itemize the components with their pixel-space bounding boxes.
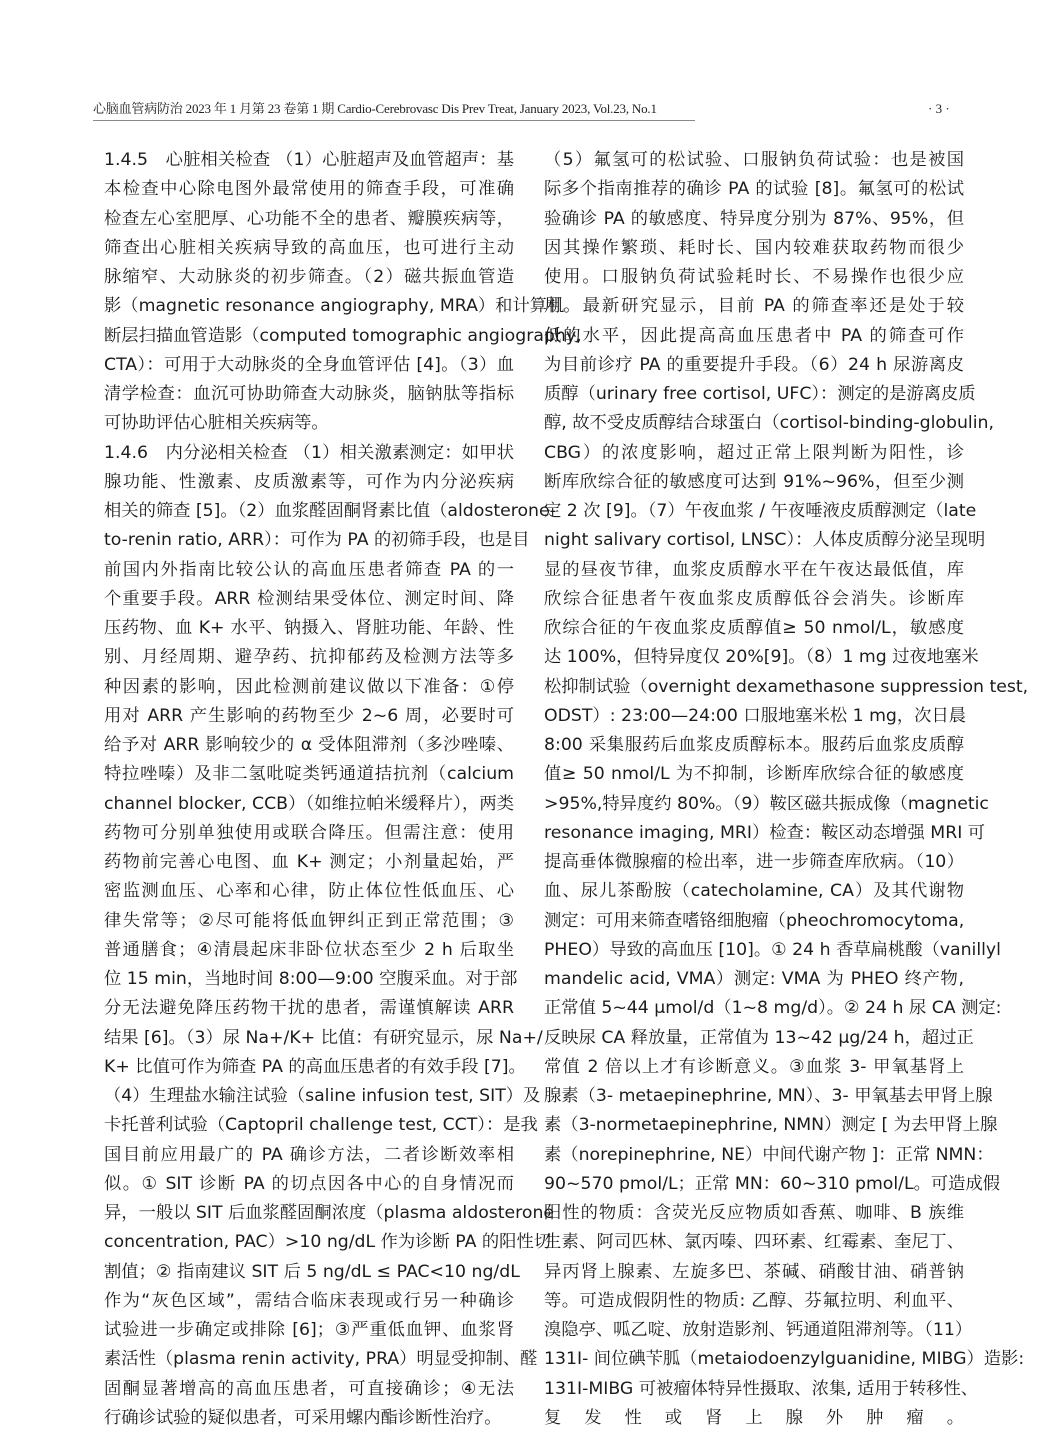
text-line: 似。① SIT 诊断 PA 的切点因各中心的自身情况而 xyxy=(104,1173,514,1194)
text-line: 定 2 次 [9]。（7）午夜血浆 / 午夜唾液皮质醇测定（late xyxy=(544,501,977,521)
text-line: 正常值 5~44 μmol/d（1~8 mg/d）。② 24 h 尿 CA 测定: xyxy=(544,998,1002,1019)
text-line: 腺素（3- metaepinephrine, MN）、3- 甲氧基去甲肾上腺 xyxy=(544,1086,993,1106)
text-line: 值≥ 50 nmol/L 为不抑制，诊断库欣综合征的敏感度 xyxy=(544,764,964,785)
text-line: 断层扫描血管造影（computed tomographic angiography, xyxy=(104,325,582,346)
text-line: 显的昼夜节律，血浆皮质醇水平在午夜达最低值，库 xyxy=(544,559,964,580)
text-line: CTA）：可用于大动脉炎的全身血管评估 [4]。（3）血 xyxy=(104,354,514,375)
text-line: 际多个指南推荐的确诊 PA 的试验 [8]。氟氢可的松试 xyxy=(544,179,964,200)
text-line: 为目前诊疗 PA 的重要提升手段。（6）24 h 尿游离皮 xyxy=(544,354,964,375)
text-line: 腺功能、性激素、皮质激素等，可作为内分泌疾病 xyxy=(104,471,514,492)
text-line: 影（magnetic resonance angiography, MRA）和计算机 xyxy=(104,296,565,317)
text-line: 低的水平，因此提高高血压患者中 PA 的筛查可作 xyxy=(544,325,964,346)
text-line: 行确诊试验的疑似患者，可采用螺内酯诊断性治疗。 xyxy=(104,1407,502,1428)
text-line: 异丙肾上腺素、左旋多巴、茶碱、硝酸甘油、硝普钠 xyxy=(544,1261,964,1282)
text-line: channel blocker, CCB）（如维拉帕米缓释片），两类 xyxy=(104,793,514,814)
text-line: 分无法避免降压药物干扰的患者，需谨慎解读 ARR xyxy=(104,998,514,1019)
text-line: mandelic acid, VMA）测定: VMA 为 PHEO 终产物, xyxy=(544,969,964,989)
text-line: 药物前完善心电图、血 K+ 测定；小剂量起始，严 xyxy=(104,852,514,872)
text-line: 用对 ARR 产生影响的药物至少 2~6 周，必要时可 xyxy=(104,705,514,726)
text-line: 验确诊 PA 的敏感度、特异度分别为 87%、95%，但 xyxy=(544,208,964,229)
text-line: 个重要手段。ARR 检测结果受体位、测定时间、降 xyxy=(104,588,514,609)
text-line: 固酮显著增高的高血压患者，可直接确诊；④无法 xyxy=(104,1378,514,1399)
text-line: 国目前应用最广的 PA 确诊方法，二者诊断效率相 xyxy=(104,1144,514,1165)
text-line: 筛查出心脏相关疾病导致的高血压，也可进行主动 xyxy=(104,237,514,258)
text-line: 1.4.5 心脏相关检查 （1）心脏超声及血管超声：基 xyxy=(104,150,514,170)
text-line: 检查左心室肥厚、心功能不全的患者、瓣膜疾病等， xyxy=(104,208,514,229)
text-line: 复发性或肾上腺外肿瘤。 xyxy=(544,1407,964,1428)
text-line: 别、月经周期、避孕药、抗抑郁药及检测方法等多 xyxy=(104,647,514,668)
text-line: 律失常等；②尽可能将低血钾纠正到正常范围；③ xyxy=(104,910,514,931)
text-line: 本检查中心除电图外最常使用的筛查手段，可准确 xyxy=(104,179,514,200)
text-line: 常值 2 倍以上才有诊断意义。③血浆 3- 甲氧基肾上 xyxy=(544,1056,964,1077)
text-line: 作为“灰色区域”，需结合临床表现或行另一种确诊 xyxy=(104,1290,514,1311)
left-column xyxy=(104,146,582,1433)
text-line: 前国内外指南比较公认的高血压患者筛查 PA 的一 xyxy=(104,559,514,580)
text-line: 用。最新研究显示，目前 PA 的筛查率还是处于较 xyxy=(544,296,964,317)
text-line: 131I-MIBG 可被瘤体特异性摄取、浓集, 适用于转移性、 xyxy=(544,1378,979,1399)
text-line: 特拉唑嗪）及非二氢吡啶类钙通道拮抗剂（calcium xyxy=(104,764,514,785)
text-line: 因其操作繁琐、耗时长、国内较难获取药物而很少 xyxy=(544,237,964,258)
text-line: 1.4.6 内分泌相关检查 （1）相关激素测定：如甲状 xyxy=(104,442,514,463)
text-line: >95%,特异度约 80%。（9）鞍区磁共振成像（magnetic xyxy=(544,793,989,814)
text-line: 使用。口服钠负荷试验耗时长、不易操作也很少应 xyxy=(544,267,964,287)
page-number: · 3 · xyxy=(928,101,950,116)
text-line: 普通膳食；④清晨起床非卧位状态至少 2 h 后取坐 xyxy=(104,939,514,960)
text-line: 血、尿儿茶酚胺（catecholamine, CA）及其代谢物 xyxy=(544,881,964,902)
text-line: 阳性的物质：含荧光反应物质如香蕉、咖啡、B 族维 xyxy=(544,1203,964,1223)
text-line: PHEO）导致的高血压 [10]。① 24 h 香草扁桃酸（vanillyl xyxy=(544,939,1001,960)
text-line: 试验进一步确定或排除 [6]；③严重低血钾、血浆肾 xyxy=(104,1320,514,1340)
text-line: 密监测血压、心率和心律，防止体位性低血压、心 xyxy=(104,881,514,902)
text-line: 测定：可用来筛查嗜铬细胞瘤（pheochromocytoma, xyxy=(544,910,965,931)
text-line: 醇, 故不受皮质醇结合球蛋白（cortisol-binding-globulin, xyxy=(544,413,994,434)
text-line: 质醇（urinary free cortisol, UFC）：测定的是游离皮质 xyxy=(544,384,976,404)
text-line: 达 100%，但特异度仅 20%[9]。（8）1 mg 过夜地塞米 xyxy=(544,647,979,668)
text-line: K+ 比值可作为筛查 PA 的高血压患者的有效手段 [7]。 xyxy=(104,1056,526,1077)
text-line: 药物可分别单独使用或联合降压。但需注意：使用 xyxy=(104,822,514,843)
text-line: 松抑制试验（overnight dexamethasone suppression test, xyxy=(544,676,1029,697)
running-header xyxy=(93,100,695,121)
text-line: 位 15 min，当地时间 8:00—9:00 空腹采血。对于部 xyxy=(104,969,518,989)
text-line: 溴隐亭、呱乙啶、放射造影剂、钙通道阻滞剂等。（11） xyxy=(544,1320,973,1340)
text-line: 生素、阿司匹林、氯丙嗪、四环素、红霉素、奎尼丁、 xyxy=(544,1232,964,1253)
text-line: （5）氟氢可的松试验、口服钠负荷试验：也是被国 xyxy=(544,150,964,170)
text-line: to-renin ratio, ARR）：可作为 PA 的初筛手段，也是目 xyxy=(104,530,530,551)
text-line: 清学检查：血沉可协助筛查大动脉炎，脑钠肽等指标 xyxy=(104,384,514,404)
text-line: 欣综合征患者午夜血浆皮质醇低谷会消失。诊断库 xyxy=(544,588,964,609)
text-line: 素活性（plasma renin activity, PRA）明显受抑制、醛 xyxy=(104,1349,538,1370)
text-line: 131I- 间位碘苄胍（metaiodoenzylguanidine, MIBG）造影: xyxy=(544,1349,1025,1370)
text-line: 素（3-normetaepinephrine, NMN）测定 [ 为去甲肾上腺 xyxy=(544,1115,998,1136)
text-line: 相关的筛查 [5]。（2）血浆醛固酮肾素比值（aldosterone- xyxy=(104,501,556,521)
text-line: 反映尿 CA 释放量，正常值为 13~42 μg/24 h，超过正 xyxy=(544,1027,974,1048)
text-line: 8:00 采集服药后血浆皮质醇标本。服药后血浆皮质醇 xyxy=(544,735,964,755)
text-line: 素（norepinephrine, NE）中间代谢产物 ]：正常 NMN： xyxy=(544,1144,994,1165)
text-line: 提高垂体微腺瘤的检出率，进一步筛查库欣病。（10） xyxy=(544,852,964,872)
text-line: 可协助评估心脏相关疾病等。 xyxy=(104,413,329,434)
text-line: night salivary cortisol, LNSC）：人体皮质醇分泌呈现明 xyxy=(544,530,986,551)
text-line: 给予对 ARR 影响较少的 α 受体阻滞剂（多沙唑嗪、 xyxy=(104,735,514,755)
text-line: 90~570 pmol/L；正常 MN：60~310 pmol/L。可造成假 xyxy=(544,1173,1001,1194)
text-line: 割值；② 指南建议 SIT 后 5 ng/dL ≤ PAC<10 ng/dL xyxy=(104,1261,520,1282)
text-line: 欣综合征的午夜血浆皮质醇值≥ 50 nmol/L，敏感度 xyxy=(544,618,964,638)
text-line: 卡托普利试验（Captopril challenge test, CCT）：是我 xyxy=(104,1115,538,1136)
text-line: （4）生理盐水输注试验（saline infusion test, SIT）及 xyxy=(104,1086,541,1106)
text-line: 脉缩窄、大动脉炎的初步筛查。（2）磁共振血管造 xyxy=(104,267,514,287)
text-line: concentration, PAC）>10 ng/dL 作为诊断 PA 的阳性切 xyxy=(104,1232,552,1253)
text-line: 种因素的影响，因此检测前建议做以下准备：①停 xyxy=(104,676,514,697)
text-line: 压药物、血 K+ 水平、钠摄入、肾脏功能、年龄、性 xyxy=(104,618,514,638)
right-column xyxy=(544,146,1029,1433)
text-line: resonance imaging, MRI）检查：鞍区动态增强 MRI 可 xyxy=(544,822,986,843)
text-line: 异，一般以 SIT 后血浆醛固酮浓度（plasma aldosterone xyxy=(104,1203,555,1223)
text-line: 等。可造成假阴性的物质: 乙醇、芬氟拉明、利血平、 xyxy=(544,1290,964,1311)
text-line: ODST）: 23:00—24:00 口服地塞米松 1 mg，次日晨 xyxy=(544,705,967,726)
journal-citation: 心脑血管病防治 2023 年 1 月第 23 卷第 1 期 Cardio-Cerebrovasc Dis Prev Treat, January 2023, Vol.23, No.1 xyxy=(93,101,657,116)
text-line: CBG）的浓度影响，超过正常上限判断为阳性，诊 xyxy=(544,442,964,463)
text-line: 结果 [6]。（3）尿 Na+/K+ 比值：有研究显示，尿 Na+/ xyxy=(104,1027,543,1048)
text-line: 断库欣综合征的敏感度可达到 91%~96%，但至少测 xyxy=(544,471,964,492)
